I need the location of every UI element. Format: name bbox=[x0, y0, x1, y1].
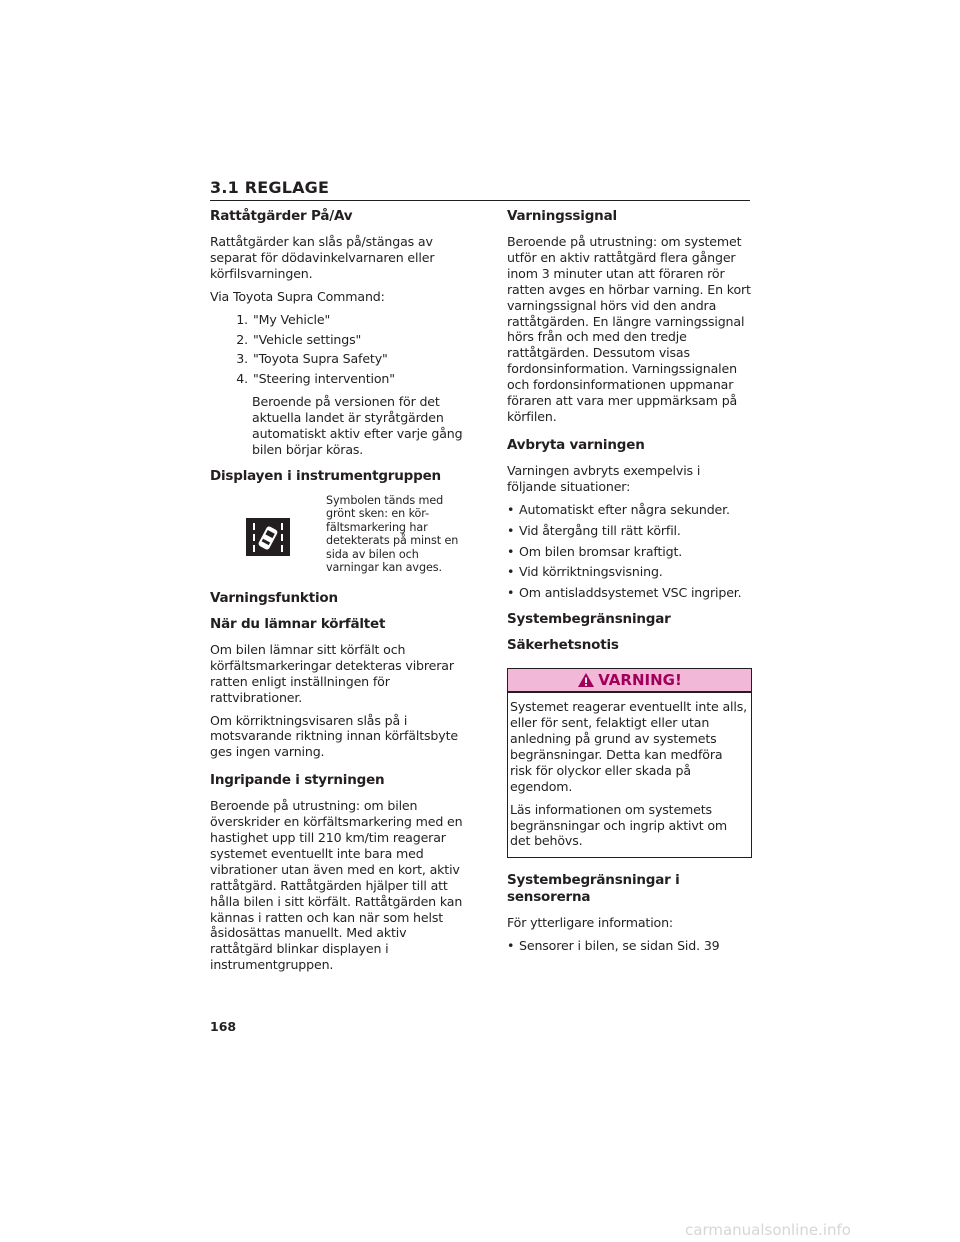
paragraph: Om körriktningsvisaren slås på i motsvarande riktning innan körfältsbyte ges ingen varning. bbox=[210, 712, 458, 760]
heading-steering-on-off: Rattåtgärder På/Av bbox=[210, 208, 353, 224]
list-item: • Vid körriktningsvisning. bbox=[507, 564, 663, 580]
list-item: 1. "My Vehicle" bbox=[236, 311, 331, 327]
lane-departure-icon bbox=[246, 518, 290, 556]
warning-header bbox=[508, 669, 751, 693]
paragraph: Via Toyota Supra Command: bbox=[210, 288, 385, 304]
heading-leaving-lane: När du lämnar körfältet bbox=[210, 615, 386, 632]
step-note: Beroende på versionen för det aktuella landet är styråtgärden automatiskt aktiv efter varje gång bilen börjar köras. bbox=[252, 394, 463, 457]
list-item: 2. "Vehicle settings" bbox=[236, 331, 362, 347]
list-item: • Vid återgång till rätt körfil. bbox=[507, 522, 681, 538]
list-item: • Om bilen bromsar kraftigt. bbox=[507, 543, 683, 559]
paragraph: Beroende på utrustning: om bilen överskrider en körfältsmarkering med en hastighet upp till 210 km/tim reagerar systemet eventuellt inte bara med vibrationer utan även med en kort, aktiv rattåtgärd. Rattåtgärden hjälper till att hålla bilen i sitt körfält. Rattåtgärden kan kännas i ratten och kan när som helst åsidosättas manuellt. Med aktiv rattåtgärd blinkar displayen i instrumentgruppen. bbox=[210, 798, 463, 973]
list-item: 3. "Toyota Supra Safety" bbox=[236, 351, 388, 367]
list-item: • Automatiskt efter några sekunder. bbox=[507, 501, 730, 517]
section-title: 3.1 REGLAGE bbox=[210, 178, 330, 197]
paragraph: Beroende på utrustning: om systemet utför en aktiv rattåtgärd flera gånger inom 3 minuter utan att föraren rör ratten avges en hörbar varning. En kort varningssignal hörs vid den andra rattåtgärden. En längre varningssignal hörs från och med den tredje rattåtgärden. Dessutom visas fordonsinformation. Varningssignalen och fordonsinformationen uppmanar föraren att vara mer uppmärksam på körfilen. bbox=[507, 234, 751, 424]
heading-sensor-limits: Systembegränsningar i sensorerna bbox=[507, 872, 680, 906]
page-header bbox=[210, 178, 750, 197]
heading-steering-intervention: Ingripande i styrningen bbox=[210, 772, 385, 789]
symbol-description: Symbolen tänds med grönt sken: en kör-fältsmarkering har detekterats på minst en sida av bilen och varningar kan avges. bbox=[326, 493, 459, 574]
paragraph: Systemet reagerar eventuellt inte alls, eller för sent, felaktigt eller utan anledning på grund av systemets begränsningar. Detta kan medföra risk för olyckor eller skada på egendom. bbox=[510, 699, 747, 794]
paragraph: Läs informationen om systemets begränsningar och ingrip aktivt om det behövs. bbox=[510, 801, 728, 849]
paragraph: Om bilen lämnar sitt körfält och körfältsmarkeringar detekteras vibrerar ratten enligt inställningen för rattvibrationer. bbox=[210, 641, 454, 705]
warning-triangle-icon bbox=[577, 672, 595, 688]
paragraph: Rattåtgärder kan slås på/stängas av separat för dödavinkelvarnaren eller körfilsvarningen. bbox=[210, 234, 435, 281]
list-item: • Om antisladdsystemet VSC ingriper. bbox=[507, 585, 742, 601]
list-item: • Sensorer i bilen, se sidan Sid. 39 bbox=[507, 938, 720, 954]
heading-safety-notice: Säkerhetsnotis bbox=[507, 637, 619, 654]
left-column bbox=[210, 208, 465, 980]
heading-system-limits: Systembegränsningar bbox=[507, 611, 671, 628]
list-item: 4. "Steering intervention" bbox=[236, 371, 395, 387]
cancel-list bbox=[507, 502, 752, 602]
warning-title: VARNING! bbox=[598, 671, 682, 690]
warning-box bbox=[507, 668, 752, 858]
header-rule bbox=[210, 200, 750, 201]
heading-display: Displayen i instrumentgruppen bbox=[210, 467, 441, 484]
paragraph: För ytterligare information: bbox=[507, 915, 674, 931]
heading-cancel-warning: Avbryta varningen bbox=[507, 436, 645, 453]
steps-list bbox=[210, 312, 465, 388]
heading-warning-function: Varningsfunktion bbox=[210, 589, 338, 606]
watermark: carmanualsonline.info bbox=[685, 1221, 851, 1239]
heading-warning-signal: Varningssignal bbox=[507, 208, 617, 224]
paragraph: Varningen avbryts exempelvis i följande situationer: bbox=[507, 462, 701, 494]
page-number: 168 bbox=[210, 1019, 237, 1034]
right-column bbox=[507, 208, 752, 959]
symbol-row bbox=[210, 494, 465, 580]
